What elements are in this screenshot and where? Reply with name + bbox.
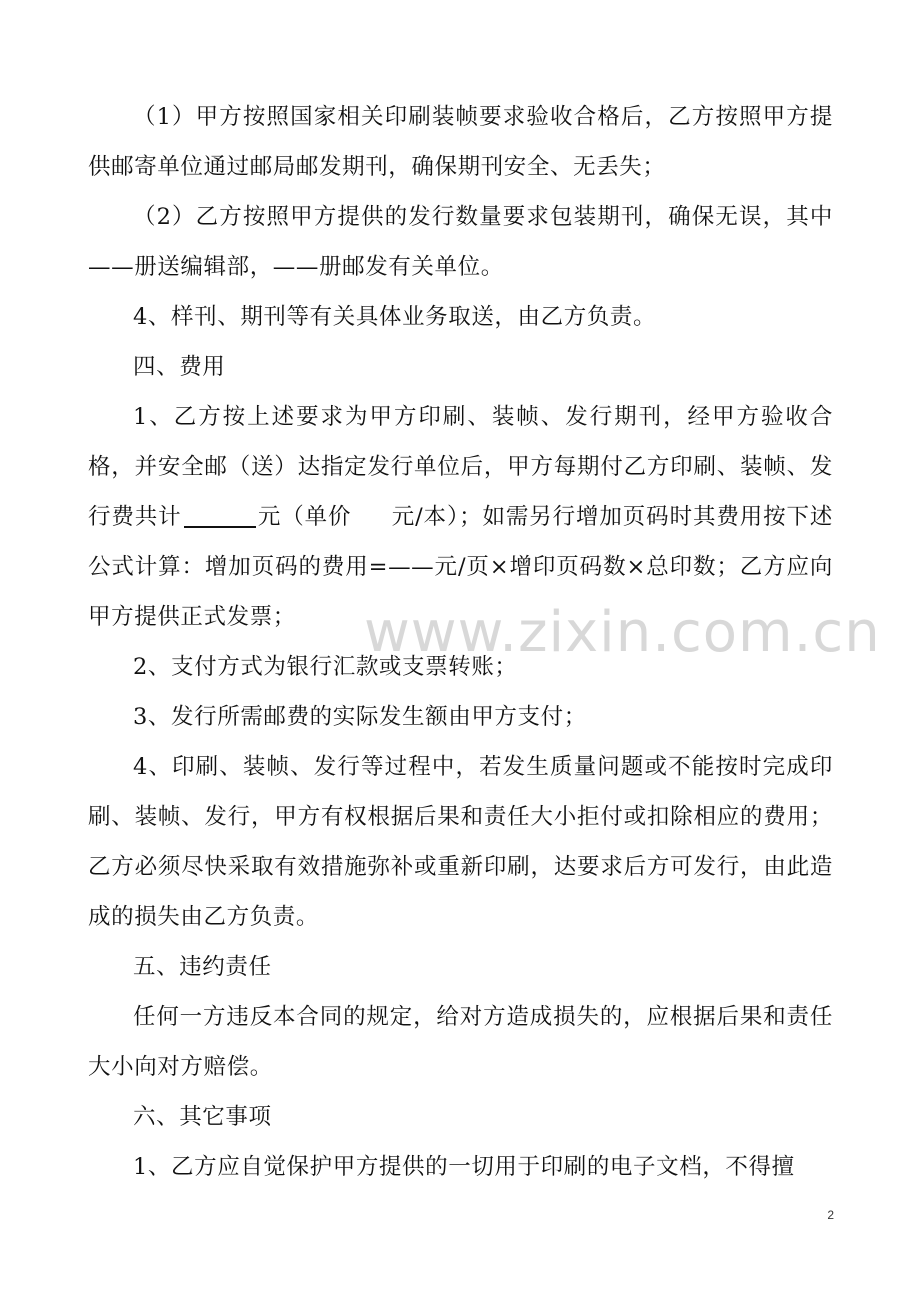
fees-text-part-3: 元/本）；如需另行增加页码时其费用按下述公式计算：增加页码的费用=——元/页×增印页码数×总印数；乙方应向甲方提供正式发票； [88, 504, 833, 630]
paragraph: 2、支付方式为银行汇款或支票转账； [133, 654, 518, 680]
paragraph-fees [88, 392, 833, 642]
paragraph: （2）乙方按照甲方提供的发行数量要求包装期刊，确保无误，其中——册送编辑部，——册邮发有关单位。 [88, 204, 833, 280]
paragraph: （1）甲方按照国家相关印刷装帧要求验收合格后，乙方按照甲方提供邮寄单位通过邮局邮发期刊，确保期刊安全、无丢失； [88, 104, 833, 180]
paragraph: 3、发行所需邮费的实际发生额由甲方支付； [133, 704, 587, 730]
paragraph: 4、印刷、装帧、发行等过程中，若发生质量问题或不能按时完成印刷、装帧、发行，甲方有权根据后果和责任大小拒付或扣除相应的费用；乙方必须尽快采取有效措施弥补或重新印刷，达要求后方可发行，由此造成的损失由乙方负责。 [88, 754, 833, 930]
section-heading: 四、费用 [133, 354, 226, 380]
watermark: www.zixin.com.cn [364, 600, 881, 665]
paragraph: 任何一方违反本合同的规定，给对方造成损失的，应根据后果和责任大小向对方赔偿。 [88, 1004, 833, 1080]
fees-text-part-2: 元（单价 [257, 504, 352, 530]
fees-text-part-1: 1、乙方按上述要求为甲方印刷、装帧、发行期刊，经甲方验收合格，并安全邮（送）达指定发行单位后，甲方每期付乙方印刷、装帧、发行费共计 [88, 404, 833, 530]
section-heading: 五、违约责任 [133, 954, 272, 980]
page-number: 2 [827, 1208, 834, 1222]
paragraph: 1、乙方应自觉保护甲方提供的一切用于印刷的电子文档，不得擅 [133, 1154, 795, 1180]
paragraph: 4、样刊、期刊等有关具体业务取送，由乙方负责。 [133, 304, 657, 330]
document-body [88, 92, 833, 1192]
section-heading: 六、其它事项 [133, 1104, 272, 1130]
fill-in-blank-total [184, 504, 256, 528]
